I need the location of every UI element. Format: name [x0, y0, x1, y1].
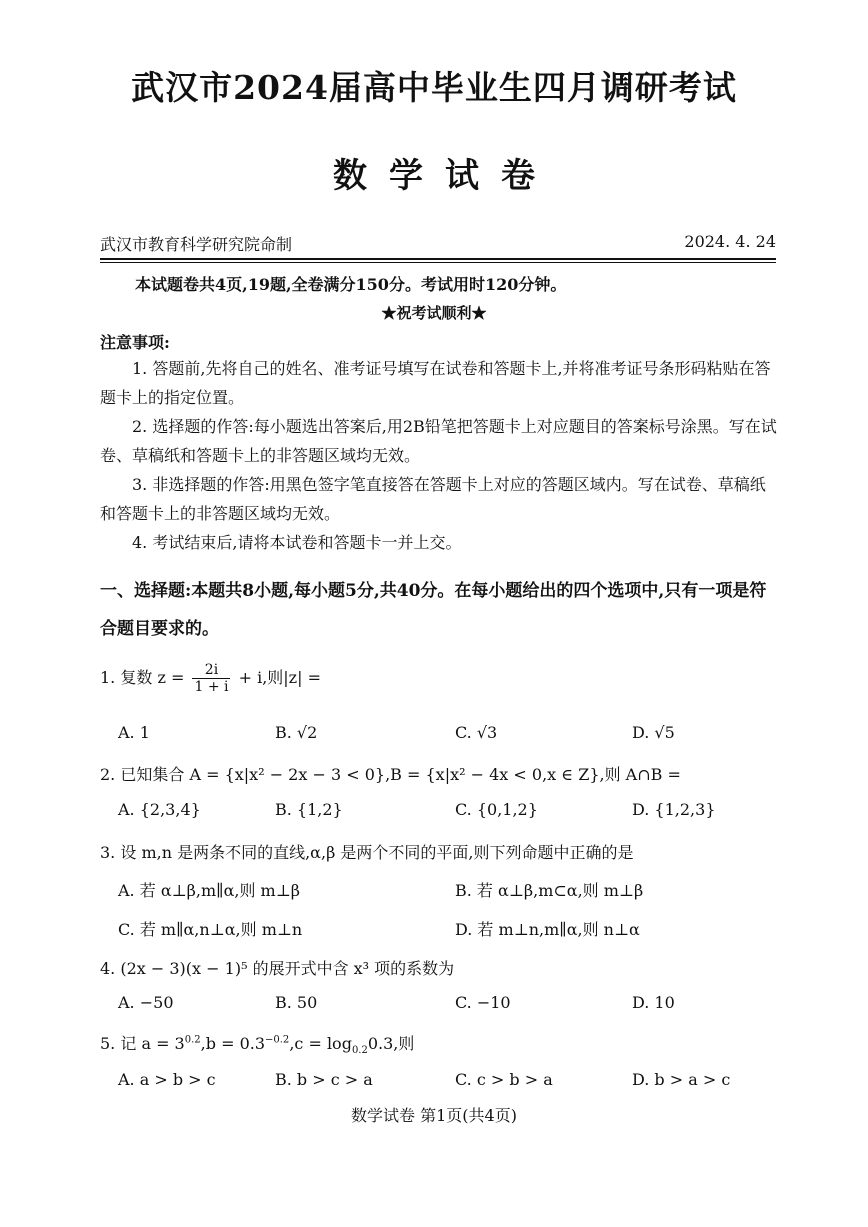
- section-heading: 一、选择题:本题共8小题,每小题5分,共40分。在每小题给出的四个选项中,只有一项是符合题目要求的。: [100, 581, 767, 639]
- q1-stem-pre: 1. 复数 z =: [100, 668, 185, 687]
- q4-option-d: D. 10: [632, 993, 675, 1012]
- q4-option-c: C. −10: [455, 993, 511, 1012]
- header-rule-thin: [100, 262, 776, 263]
- exam-intro: 本试题卷共4页,19题,全卷满分150分。考试用时120分钟。: [135, 275, 567, 294]
- exam-subtitle: 数学试卷: [333, 156, 557, 196]
- q5-stem-b: ,b = 0.3: [200, 1034, 266, 1053]
- meta-row: [100, 232, 776, 255]
- question-4-stem: 4. (2x − 3)(x − 1)⁵ 的展开式中含 x³ 项的系数为: [100, 959, 455, 978]
- question-2-stem: 2. 已知集合 A = {x|x² − 2x − 3 < 0},B = {x|x² − 4x < 0,x ∈ Z},则 A∩B =: [100, 765, 681, 784]
- q5-option-d: D. b > a > c: [632, 1070, 731, 1089]
- note-item-1: 1. 答题前,先将自己的姓名、准考证号填写在试卷和答题卡上,并将准考证号条形码粘贴在答题卡上的指定位置。: [100, 359, 771, 407]
- page-footer: 数学试卷 第1页(共4页): [351, 1106, 517, 1125]
- q5-option-b: B. b > c > a: [275, 1070, 373, 1089]
- q1-fraction-numerator: 2i: [192, 662, 230, 679]
- question-1-stem: [100, 662, 321, 695]
- institute-label: 武汉市教育科学研究院命制: [100, 235, 293, 254]
- q3-option-b: B. 若 α⊥β,m⊂α,则 m⊥β: [455, 881, 644, 900]
- q1-option-a: A. 1: [118, 723, 150, 742]
- q3-option-d: D. 若 m⊥n,m∥α,则 n⊥α: [455, 920, 640, 939]
- q5-stem-c: ,c = log: [289, 1034, 352, 1053]
- q2-option-a: A. {2,3,4}: [118, 800, 201, 819]
- header-rule: [100, 258, 776, 260]
- q5-stem-a: 5. 记 a = 3: [100, 1034, 185, 1053]
- q1-fraction-denominator: 1 + i: [194, 679, 229, 695]
- q2-option-d: D. {1,2,3}: [632, 800, 716, 819]
- q5-stem-post: 0.3,则: [367, 1034, 415, 1053]
- q5-option-a: A. a > b > c: [118, 1070, 216, 1089]
- q5-a-exponent: 0.2: [184, 1034, 201, 1046]
- q4-option-b: B. 50: [275, 993, 318, 1012]
- q2-option-b: B. {1,2}: [275, 800, 343, 819]
- q3-option-a: A. 若 α⊥β,m∥α,则 m⊥β: [118, 881, 301, 900]
- question-3-stem: 3. 设 m,n 是两条不同的直线,α,β 是两个不同的平面,则下列命题中正确的是: [100, 843, 634, 862]
- q3-option-c: C. 若 m∥α,n⊥α,则 m⊥n: [118, 920, 303, 939]
- q4-option-a: A. −50: [118, 993, 174, 1012]
- q1-option-b: B. √2: [275, 723, 318, 742]
- exam-date: 2024. 4. 24: [684, 232, 776, 251]
- q1-option-c: C. √3: [455, 723, 498, 742]
- question-5-stem: [100, 1031, 414, 1056]
- q1-option-d: D. √5: [632, 723, 675, 742]
- q1-stem-post: + i,则|z| =: [238, 668, 321, 687]
- notes-title: 注意事项:: [100, 333, 170, 352]
- q1-fraction: [192, 662, 230, 695]
- q5-log-base: 0.2: [351, 1045, 368, 1057]
- good-luck-banner: ★祝考试顺利★: [381, 304, 487, 322]
- note-item-4: 4. 考试结束后,请将本试卷和答题卡一并上交。: [132, 533, 462, 552]
- note-item-3: 3. 非选择题的作答:用黑色签字笔直接答在答题卡上对应的答题区域内。写在试卷、草稿纸和答题卡上的非答题区域均无效。: [100, 475, 766, 523]
- note-item-2: 2. 选择题的作答:每小题选出答案后,用2B铅笔把答题卡上对应题目的答案标号涂黑。写在试卷、草稿纸和答题卡上的非答题区域均无效。: [100, 417, 777, 465]
- q2-option-c: C. {0,1,2}: [455, 800, 538, 819]
- q5-option-c: C. c > b > a: [455, 1070, 553, 1089]
- q5-b-exponent: −0.2: [265, 1034, 290, 1046]
- exam-title: 武汉市2024届高中毕业生四月调研考试: [131, 68, 737, 107]
